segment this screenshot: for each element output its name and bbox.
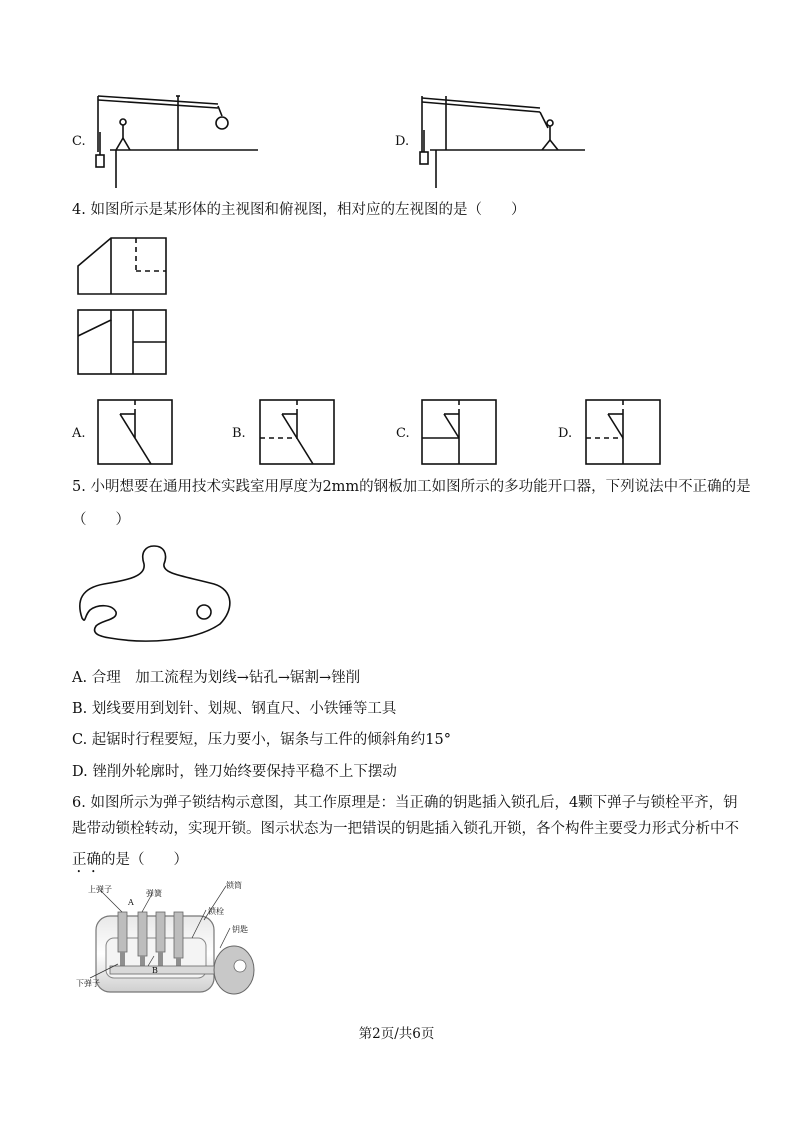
lock-key-blade bbox=[110, 966, 220, 974]
lock-label-a: A bbox=[128, 898, 134, 907]
q5-question: 5. 小明想要在通用技术实践室用厚度为2mm的钢板加工如图所示的多功能开口器，下列说法中不正确的是 bbox=[72, 479, 751, 495]
q6-question-line3-rest: 的是（ ） bbox=[101, 852, 188, 868]
q3-option-d-label: D. bbox=[395, 134, 410, 149]
q5-answer-paren: （ ） bbox=[72, 512, 130, 528]
q6-emphasis-incorrect: 正确 bbox=[72, 852, 101, 868]
q6-question-line3 bbox=[72, 850, 188, 876]
q4-option-a-label: A. bbox=[72, 426, 86, 441]
q4-option-d-view bbox=[584, 398, 664, 468]
q5-option-a: A. 合理 加工流程为划线→钻孔→锯割→锉削 bbox=[72, 670, 361, 686]
q4-option-b-view bbox=[258, 398, 338, 468]
q4-option-c-view bbox=[420, 398, 500, 468]
q3-option-c-label: C. bbox=[72, 134, 86, 149]
lock-label-spring: 弹簧 bbox=[146, 889, 162, 898]
q3-figure-d bbox=[410, 60, 610, 190]
lock-label-cylinder: 锁筒 bbox=[226, 881, 242, 890]
q4-top-view bbox=[76, 308, 176, 378]
q4-option-a-view bbox=[96, 398, 176, 468]
q6-lock-figure bbox=[80, 880, 270, 1000]
q4-option-d-label: D. bbox=[558, 426, 573, 441]
q4-option-b-label: B. bbox=[232, 426, 246, 441]
q5-option-b: B. 划线要用到划针、划规、钢直尺、小铁锤等工具 bbox=[72, 701, 397, 717]
q6-question-line2: 匙带动锁栓转动，实现开锁。图示状态为一把错误的钥匙插入锁孔开锁，各个构件主要受力形式分析中不 bbox=[72, 821, 739, 837]
lock-label-b: B bbox=[152, 966, 158, 975]
lock-label-key: 钥匙 bbox=[232, 925, 248, 934]
q4-question: 4. 如图所示是某形体的主视图和俯视图，相对应的左视图的是（ ） bbox=[72, 202, 526, 218]
lock-label-lower-pin: 下弹子 bbox=[76, 979, 100, 988]
q5-option-c: C. 起锯时行程要短，压力要小，锯条与工件的倾斜角约15° bbox=[72, 732, 451, 748]
lock-label-bolt: 锁栓 bbox=[208, 907, 224, 916]
q4-front-view bbox=[76, 236, 176, 300]
q6-question-line1: 6. 如图所示为弹子锁结构示意图，其工作原理是：当正确的钥匙插入锁孔后，4颗下弹子与锁栓平齐，钥 bbox=[72, 795, 738, 811]
q4-option-c-label: C. bbox=[396, 426, 410, 441]
lock-label-upper-pin: 上弹子 bbox=[88, 885, 112, 894]
lock-key-bow bbox=[214, 946, 254, 994]
q5-option-d: D. 锉削外轮廓时，锉刀始终要保持平稳不上下摆动 bbox=[72, 764, 397, 780]
q3-figure-c bbox=[90, 60, 290, 190]
page-footer: 第2页/共6页 bbox=[358, 1026, 435, 1042]
q5-opener-figure bbox=[74, 540, 244, 650]
